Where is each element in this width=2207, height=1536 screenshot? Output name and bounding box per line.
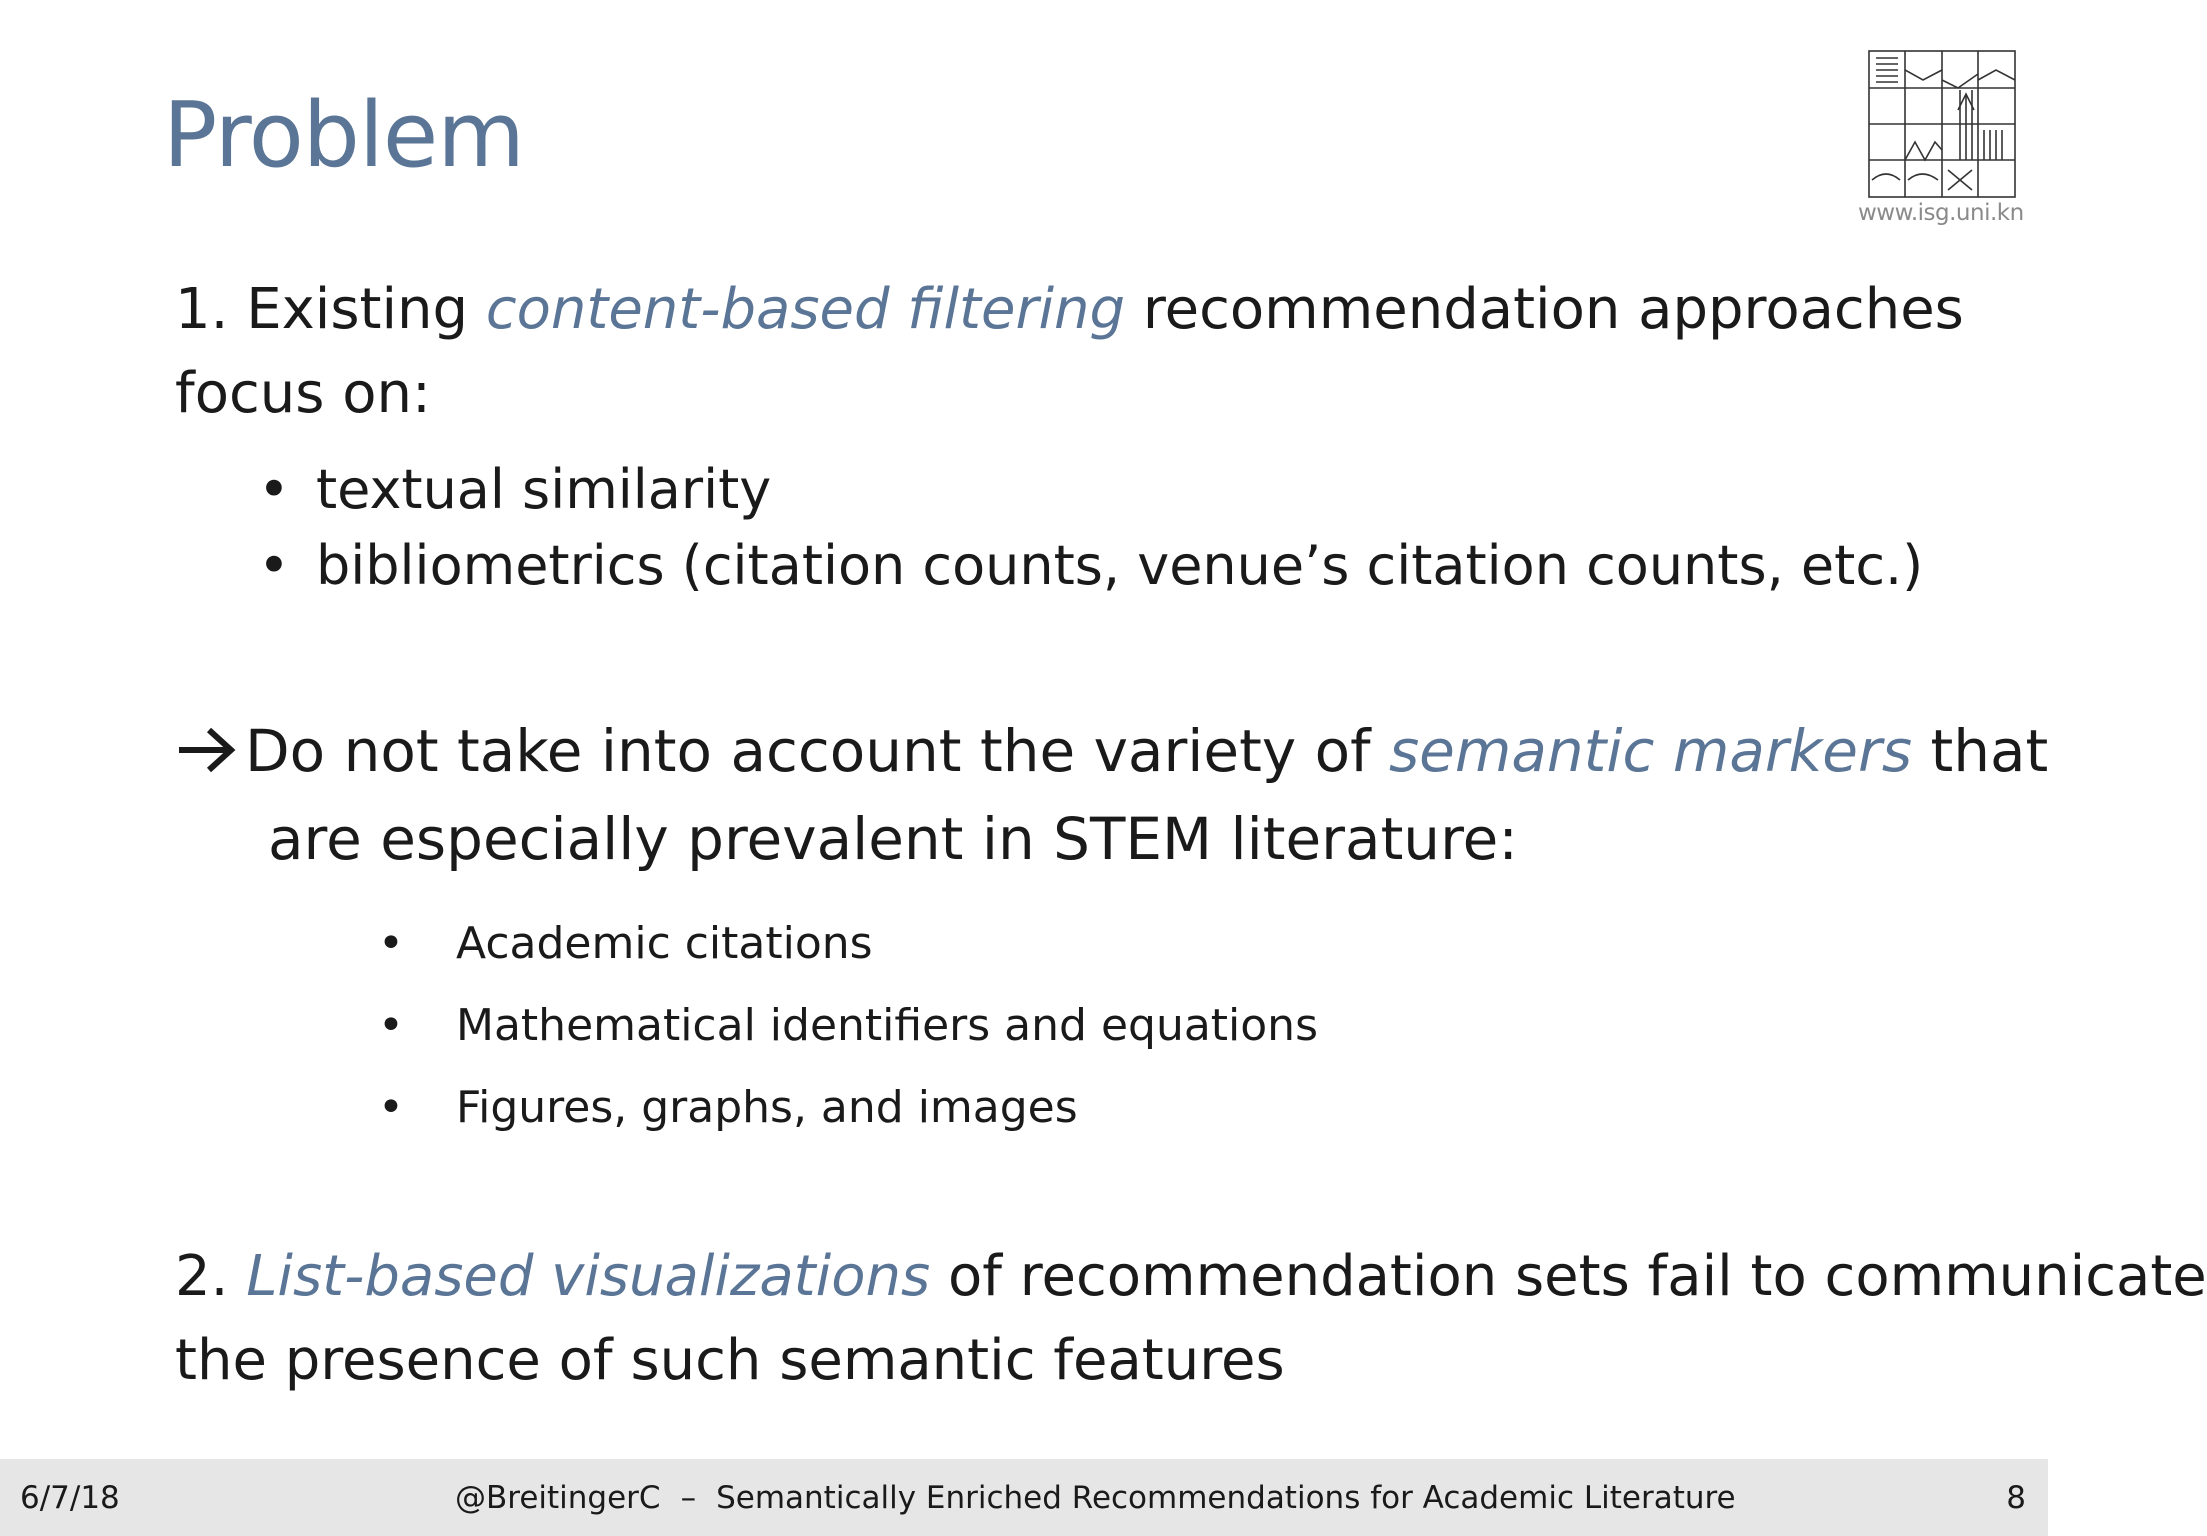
point-2-line-2: the presence of such semantic features [175, 1328, 1285, 1393]
point-1-bullet-list [258, 452, 1923, 604]
point-1 [175, 268, 1964, 436]
point-2-line-1 [175, 1235, 2207, 1319]
list-item: • textual similarity [258, 452, 1923, 528]
point-2-prefix: 2. [175, 1244, 247, 1309]
point-1-prefix: 1. Existing [175, 277, 486, 342]
semantic-markers-list [378, 903, 1318, 1149]
logo-url: www.isg.uni.kn [1858, 200, 2024, 226]
point-1-line-1 [175, 268, 1964, 352]
point-2-emphasis: List-based visualizations [246, 1244, 931, 1309]
list-item: • Figures, graphs, and images [378, 1067, 1318, 1149]
page-number: 8 [2006, 1480, 2026, 1516]
list-item: • bibliometrics (citation counts, venue’s citation counts, etc.) [258, 528, 1923, 604]
list-item: • Mathematical identifiers and equations [378, 985, 1318, 1067]
footer-handle: @BreitingerC [455, 1480, 661, 1516]
consequence-line-1 [175, 707, 2048, 795]
point-1-line-2: focus on: [175, 361, 431, 426]
footer-date: 6/7/18 [20, 1480, 120, 1516]
right-arrow-icon [175, 725, 237, 775]
point-2 [175, 1235, 2207, 1403]
university-logo-icon [1868, 50, 2016, 198]
consequence [175, 707, 2048, 883]
list-item: • Academic citations [378, 903, 1318, 985]
slide-title: Problem [163, 83, 524, 188]
consequence-line-2: are especially prevalent in STEM literature: [268, 805, 1518, 873]
footer-center [455, 1480, 1736, 1516]
consequence-prefix: Do not take into account the variety of [245, 717, 1389, 785]
consequence-emphasis: semantic markers [1388, 717, 1913, 785]
point-1-emphasis: content-based filtering [485, 277, 1126, 342]
point-1-suffix: recommendation approaches [1125, 277, 1964, 342]
slide-footer [0, 1459, 2048, 1536]
footer-separator: – [680, 1480, 697, 1516]
point-2-suffix: of recommendation sets fail to communicate [930, 1244, 2207, 1309]
consequence-suffix: that [1912, 717, 2049, 785]
footer-talk-title: Semantically Enriched Recommendations for Academic Literature [716, 1480, 1736, 1516]
